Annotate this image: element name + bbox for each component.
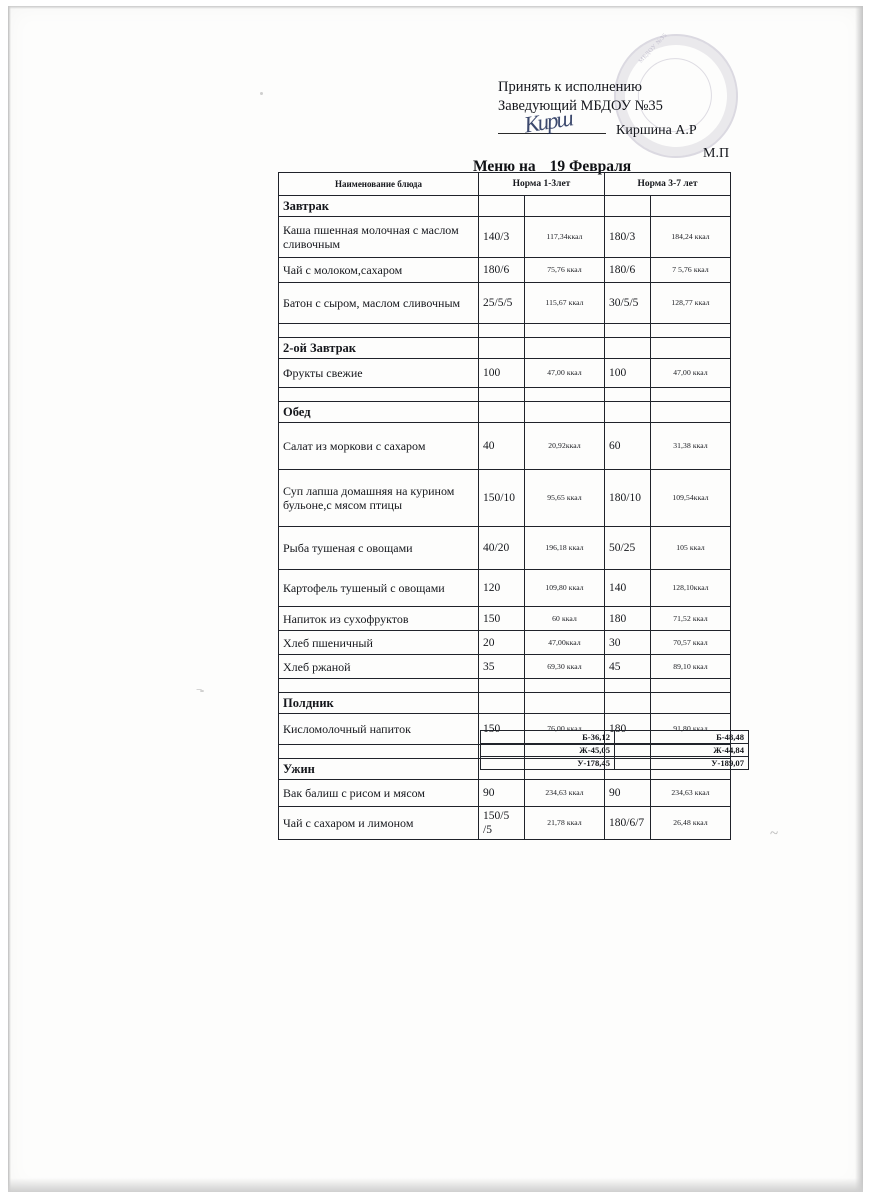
dish-name: Суп лапша домашняя на курином бульоне,с мясом птицы [279, 470, 479, 527]
dish-kcal-3-7: 128,77 ккал [651, 283, 731, 324]
dish-norm-3-7: 60 [605, 423, 651, 470]
dish-name: Картофель тушеный с овощами [279, 570, 479, 607]
spacer-cell [479, 324, 525, 338]
dish-norm-3-7: 30 [605, 631, 651, 655]
dish-kcal-3-7: 105 ккал [651, 527, 731, 570]
dish-norm-1-3: 140/3 [479, 217, 525, 258]
total-protein-3-7: Б-48,48 [615, 731, 749, 744]
page-edge-shadow-left [8, 6, 11, 1192]
section-blank [605, 196, 651, 217]
dish-kcal-3-7: 128,10ккал [651, 570, 731, 607]
dish-norm-1-3: 35 [479, 655, 525, 679]
dish-norm-1-3: 150 [479, 714, 525, 745]
dish-norm-1-3: 120 [479, 570, 525, 607]
dish-kcal-1-3: 115,67 ккал [525, 283, 605, 324]
spacer-cell [279, 324, 479, 338]
menu-title-prefix: Меню на [473, 158, 536, 175]
section-blank [605, 693, 651, 714]
spacer-cell [525, 324, 605, 338]
dish-kcal-1-3: 117,34ккал [525, 217, 605, 258]
section-blank [525, 196, 605, 217]
spacer-cell [605, 679, 651, 693]
header-norm-1-3: Норма 1-3лет [479, 173, 605, 196]
dish-name: Рыба тушеная с овощами [279, 527, 479, 570]
handwritten-signature: Кирш [522, 105, 574, 138]
table-row [279, 423, 731, 470]
table-row [279, 780, 731, 807]
dish-name: Чай с молоком,сахаром [279, 258, 479, 283]
section-row [279, 338, 731, 359]
spacer-row [279, 679, 731, 693]
menu-date: 19 Февраля [549, 158, 632, 175]
totals-row [481, 757, 749, 770]
section-blank [479, 402, 525, 423]
dish-kcal-1-3: 20,92ккал [525, 423, 605, 470]
dish-kcal-3-7: 31,38 ккал [651, 423, 731, 470]
page-edge-shadow-right [855, 6, 863, 1192]
approval-line-2: Заведующий МБДОУ №35 [498, 98, 663, 114]
dish-kcal-3-7: 7 5,76 ккал [651, 258, 731, 283]
spacer-cell [279, 679, 479, 693]
dish-name: Салат из моркови с сахаром [279, 423, 479, 470]
spacer-cell [479, 679, 525, 693]
dish-kcal-3-7: 47,00 ккал [651, 359, 731, 388]
table-row [279, 527, 731, 570]
scan-smudge: − [196, 684, 203, 696]
dish-norm-1-3: 90 [479, 780, 525, 807]
spacer-cell [605, 324, 651, 338]
dish-name: Фрукты свежие [279, 359, 479, 388]
table-row [279, 631, 731, 655]
section-blank [479, 693, 525, 714]
totals-row [481, 744, 749, 757]
dish-norm-1-3: 20 [479, 631, 525, 655]
spacer-cell [479, 388, 525, 402]
section-blank [605, 402, 651, 423]
dish-kcal-3-7: 70,57 ккал [651, 631, 731, 655]
dish-kcal-1-3: 60 ккал [525, 607, 605, 631]
table-row [279, 807, 731, 840]
section-row [279, 402, 731, 423]
dish-norm-3-7: 140 [605, 570, 651, 607]
dish-kcal-1-3: 69,30 ккал [525, 655, 605, 679]
dish-name: Хлеб пшеничный [279, 631, 479, 655]
dish-kcal-1-3: 95,65 ккал [525, 470, 605, 527]
section-blank [651, 196, 731, 217]
section-blank [479, 338, 525, 359]
table-row [279, 570, 731, 607]
header-norm-3-7: Норма 3-7 лет [605, 173, 731, 196]
dish-name: Батон с сыром, маслом сливочным [279, 283, 479, 324]
section-blank [651, 338, 731, 359]
page-edge-shadow-top [8, 6, 863, 9]
dish-name: Напиток из сухофруктов [279, 607, 479, 631]
seal-label: М.П [703, 146, 730, 161]
section-blank [651, 693, 731, 714]
dish-name: Каша пшенная молочная с маслом сливочным [279, 217, 479, 258]
section-blank [525, 338, 605, 359]
section-row [279, 693, 731, 714]
dish-kcal-1-3: 47,00 ккал [525, 359, 605, 388]
scan-smudge: ~ [770, 826, 779, 842]
header-dish-name: Наименование блюда [279, 173, 479, 196]
dish-norm-3-7: 180 [605, 607, 651, 631]
dish-norm-1-3: 180/6 [479, 258, 525, 283]
section-title: Обед [279, 402, 479, 423]
spacer-cell [651, 324, 731, 338]
dish-norm-3-7: 45 [605, 655, 651, 679]
dish-kcal-1-3: 196,18 ккал [525, 527, 605, 570]
dish-kcal-3-7: 91,80 ккал [651, 714, 731, 745]
section-blank [605, 338, 651, 359]
spacer-cell [605, 388, 651, 402]
dish-kcal-3-7: 71,52 ккал [651, 607, 731, 631]
dish-kcal-3-7: 109,54ккал [651, 470, 731, 527]
total-protein-1-3: Б-36,12 [481, 731, 615, 744]
dish-norm-1-3: 150 [479, 607, 525, 631]
table-row [279, 470, 731, 527]
dish-name: Хлеб ржаной [279, 655, 479, 679]
dish-norm-1-3: 40/20 [479, 527, 525, 570]
dish-norm-3-7: 100 [605, 359, 651, 388]
total-fat-3-7: Ж-44,84 [615, 744, 749, 757]
dish-kcal-3-7: 89,10 ккал [651, 655, 731, 679]
dish-norm-1-3: 150/10 [479, 470, 525, 527]
dish-kcal-3-7: 26,48 ккал [651, 807, 731, 840]
dish-kcal-3-7: 184,24 ккал [651, 217, 731, 258]
total-carbs-1-3: У-178,45 [481, 757, 615, 770]
approval-block [498, 78, 828, 161]
nutrition-totals-table [480, 730, 749, 770]
section-blank [651, 402, 731, 423]
section-blank [525, 402, 605, 423]
spacer-row [279, 388, 731, 402]
table-row [279, 283, 731, 324]
table-header-row [279, 173, 731, 196]
section-title: Ужин [279, 759, 479, 780]
spacer-cell [525, 388, 605, 402]
table-row [279, 258, 731, 283]
spacer-cell [279, 388, 479, 402]
total-fat-1-3: Ж-45,05 [481, 744, 615, 757]
dish-norm-1-3: 40 [479, 423, 525, 470]
spacer-cell [651, 679, 731, 693]
section-blank [479, 196, 525, 217]
dish-kcal-1-3: 76,00 ккал [525, 714, 605, 745]
table-row [279, 607, 731, 631]
section-title: 2-ой Завтрак [279, 338, 479, 359]
section-title: Полдник [279, 693, 479, 714]
dish-norm-1-3: 100 [479, 359, 525, 388]
dish-norm-3-7: 50/25 [605, 527, 651, 570]
section-title: Завтрак [279, 196, 479, 217]
table-row [279, 655, 731, 679]
total-carbs-3-7: У-189,07 [615, 757, 749, 770]
dish-name: Кисломолочный напиток [279, 714, 479, 745]
dish-kcal-3-7: 234,63 ккал [651, 780, 731, 807]
spacer-row [279, 324, 731, 338]
dish-kcal-1-3: 75,76 ккал [525, 258, 605, 283]
stamp-label: МБДОУ №35 [637, 32, 669, 65]
spacer-cell [651, 388, 731, 402]
section-blank [525, 693, 605, 714]
dish-kcal-1-3: 234,63 ккал [525, 780, 605, 807]
page-edge-shadow-bottom [8, 1178, 863, 1192]
spacer-cell [525, 679, 605, 693]
dish-norm-3-7: 180/10 [605, 470, 651, 527]
totals-row [481, 731, 749, 744]
table-row [279, 217, 731, 258]
dish-name: Вак балиш с рисом и мясом [279, 780, 479, 807]
dish-kcal-1-3: 21,78 ккал [525, 807, 605, 840]
dish-norm-3-7: 180/6/7 [605, 807, 651, 840]
table-row [279, 359, 731, 388]
dish-norm-3-7: 180/6 [605, 258, 651, 283]
dish-norm-3-7: 90 [605, 780, 651, 807]
spacer-cell [279, 745, 479, 759]
dish-norm-1-3: 25/5/5 [479, 283, 525, 324]
signer-name: Киршина А.Р [616, 123, 697, 138]
dish-norm-3-7: 180 [605, 714, 651, 745]
scan-speck [260, 92, 263, 95]
dish-kcal-1-3: 47,00ккал [525, 631, 605, 655]
dish-kcal-1-3: 109,80 ккал [525, 570, 605, 607]
dish-norm-3-7: 30/5/5 [605, 283, 651, 324]
section-row [279, 196, 731, 217]
dish-norm-3-7: 180/3 [605, 217, 651, 258]
dish-norm-1-3: 150/5 /5 [479, 807, 525, 840]
approval-line-1: Принять к исполнению [498, 79, 642, 95]
dish-name: Чай с сахаром и лимоном [279, 807, 479, 840]
